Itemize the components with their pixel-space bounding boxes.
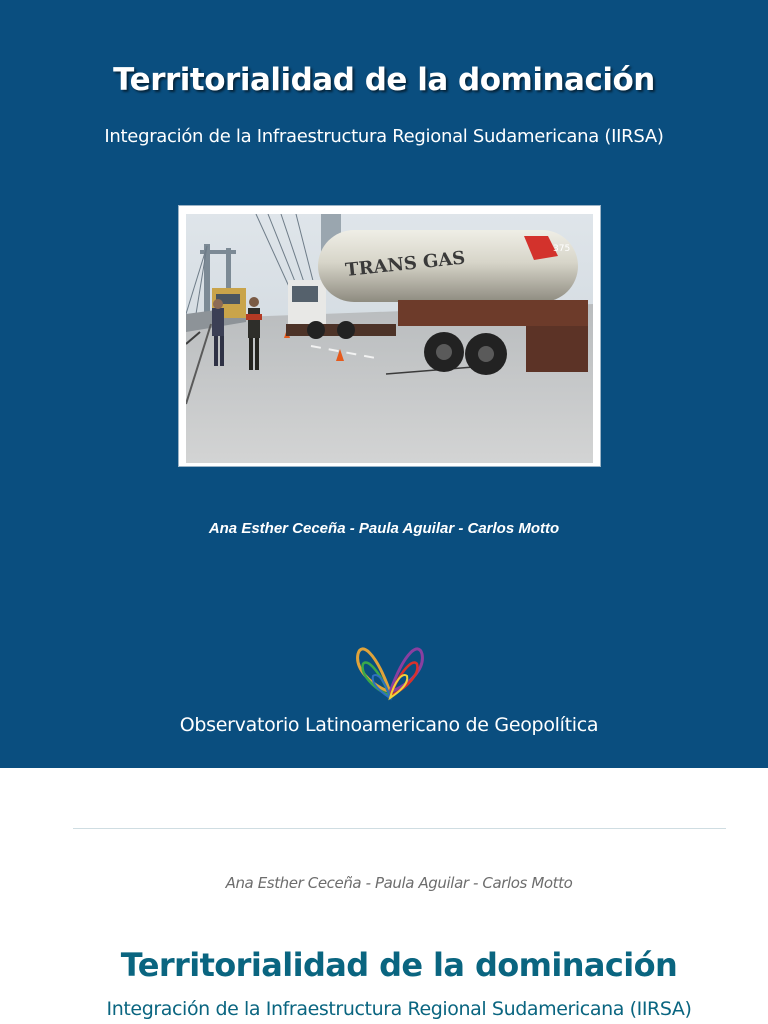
title-page-authors: Ana Esther Ceceña - Paula Aguilar - Carlos Motto bbox=[225, 874, 573, 892]
cover-title: Territorialidad de la dominación bbox=[113, 62, 655, 98]
title-page-title: Territorialidad de la dominación bbox=[120, 946, 678, 984]
publisher-name: Observatorio Latinoamericano de Geopolítica bbox=[179, 714, 599, 736]
divider-line bbox=[73, 828, 726, 829]
photo-tank-number: 375 bbox=[553, 244, 571, 254]
tanker-truck-photo bbox=[186, 214, 593, 463]
title-page-subtitle: Integración de la Infraestructura Regional Sudamericana (IIRSA) bbox=[106, 998, 692, 1020]
cover-subtitle: Integración de la Infraestructura Regional Sudamericana (IIRSA) bbox=[104, 126, 664, 147]
butterfly-logo-icon bbox=[355, 640, 425, 702]
cover-photo bbox=[178, 205, 601, 467]
photo-truck-text: TRANS GAS bbox=[344, 247, 467, 281]
cover-authors: Ana Esther Ceceña - Paula Aguilar - Carlos Motto bbox=[208, 520, 560, 537]
